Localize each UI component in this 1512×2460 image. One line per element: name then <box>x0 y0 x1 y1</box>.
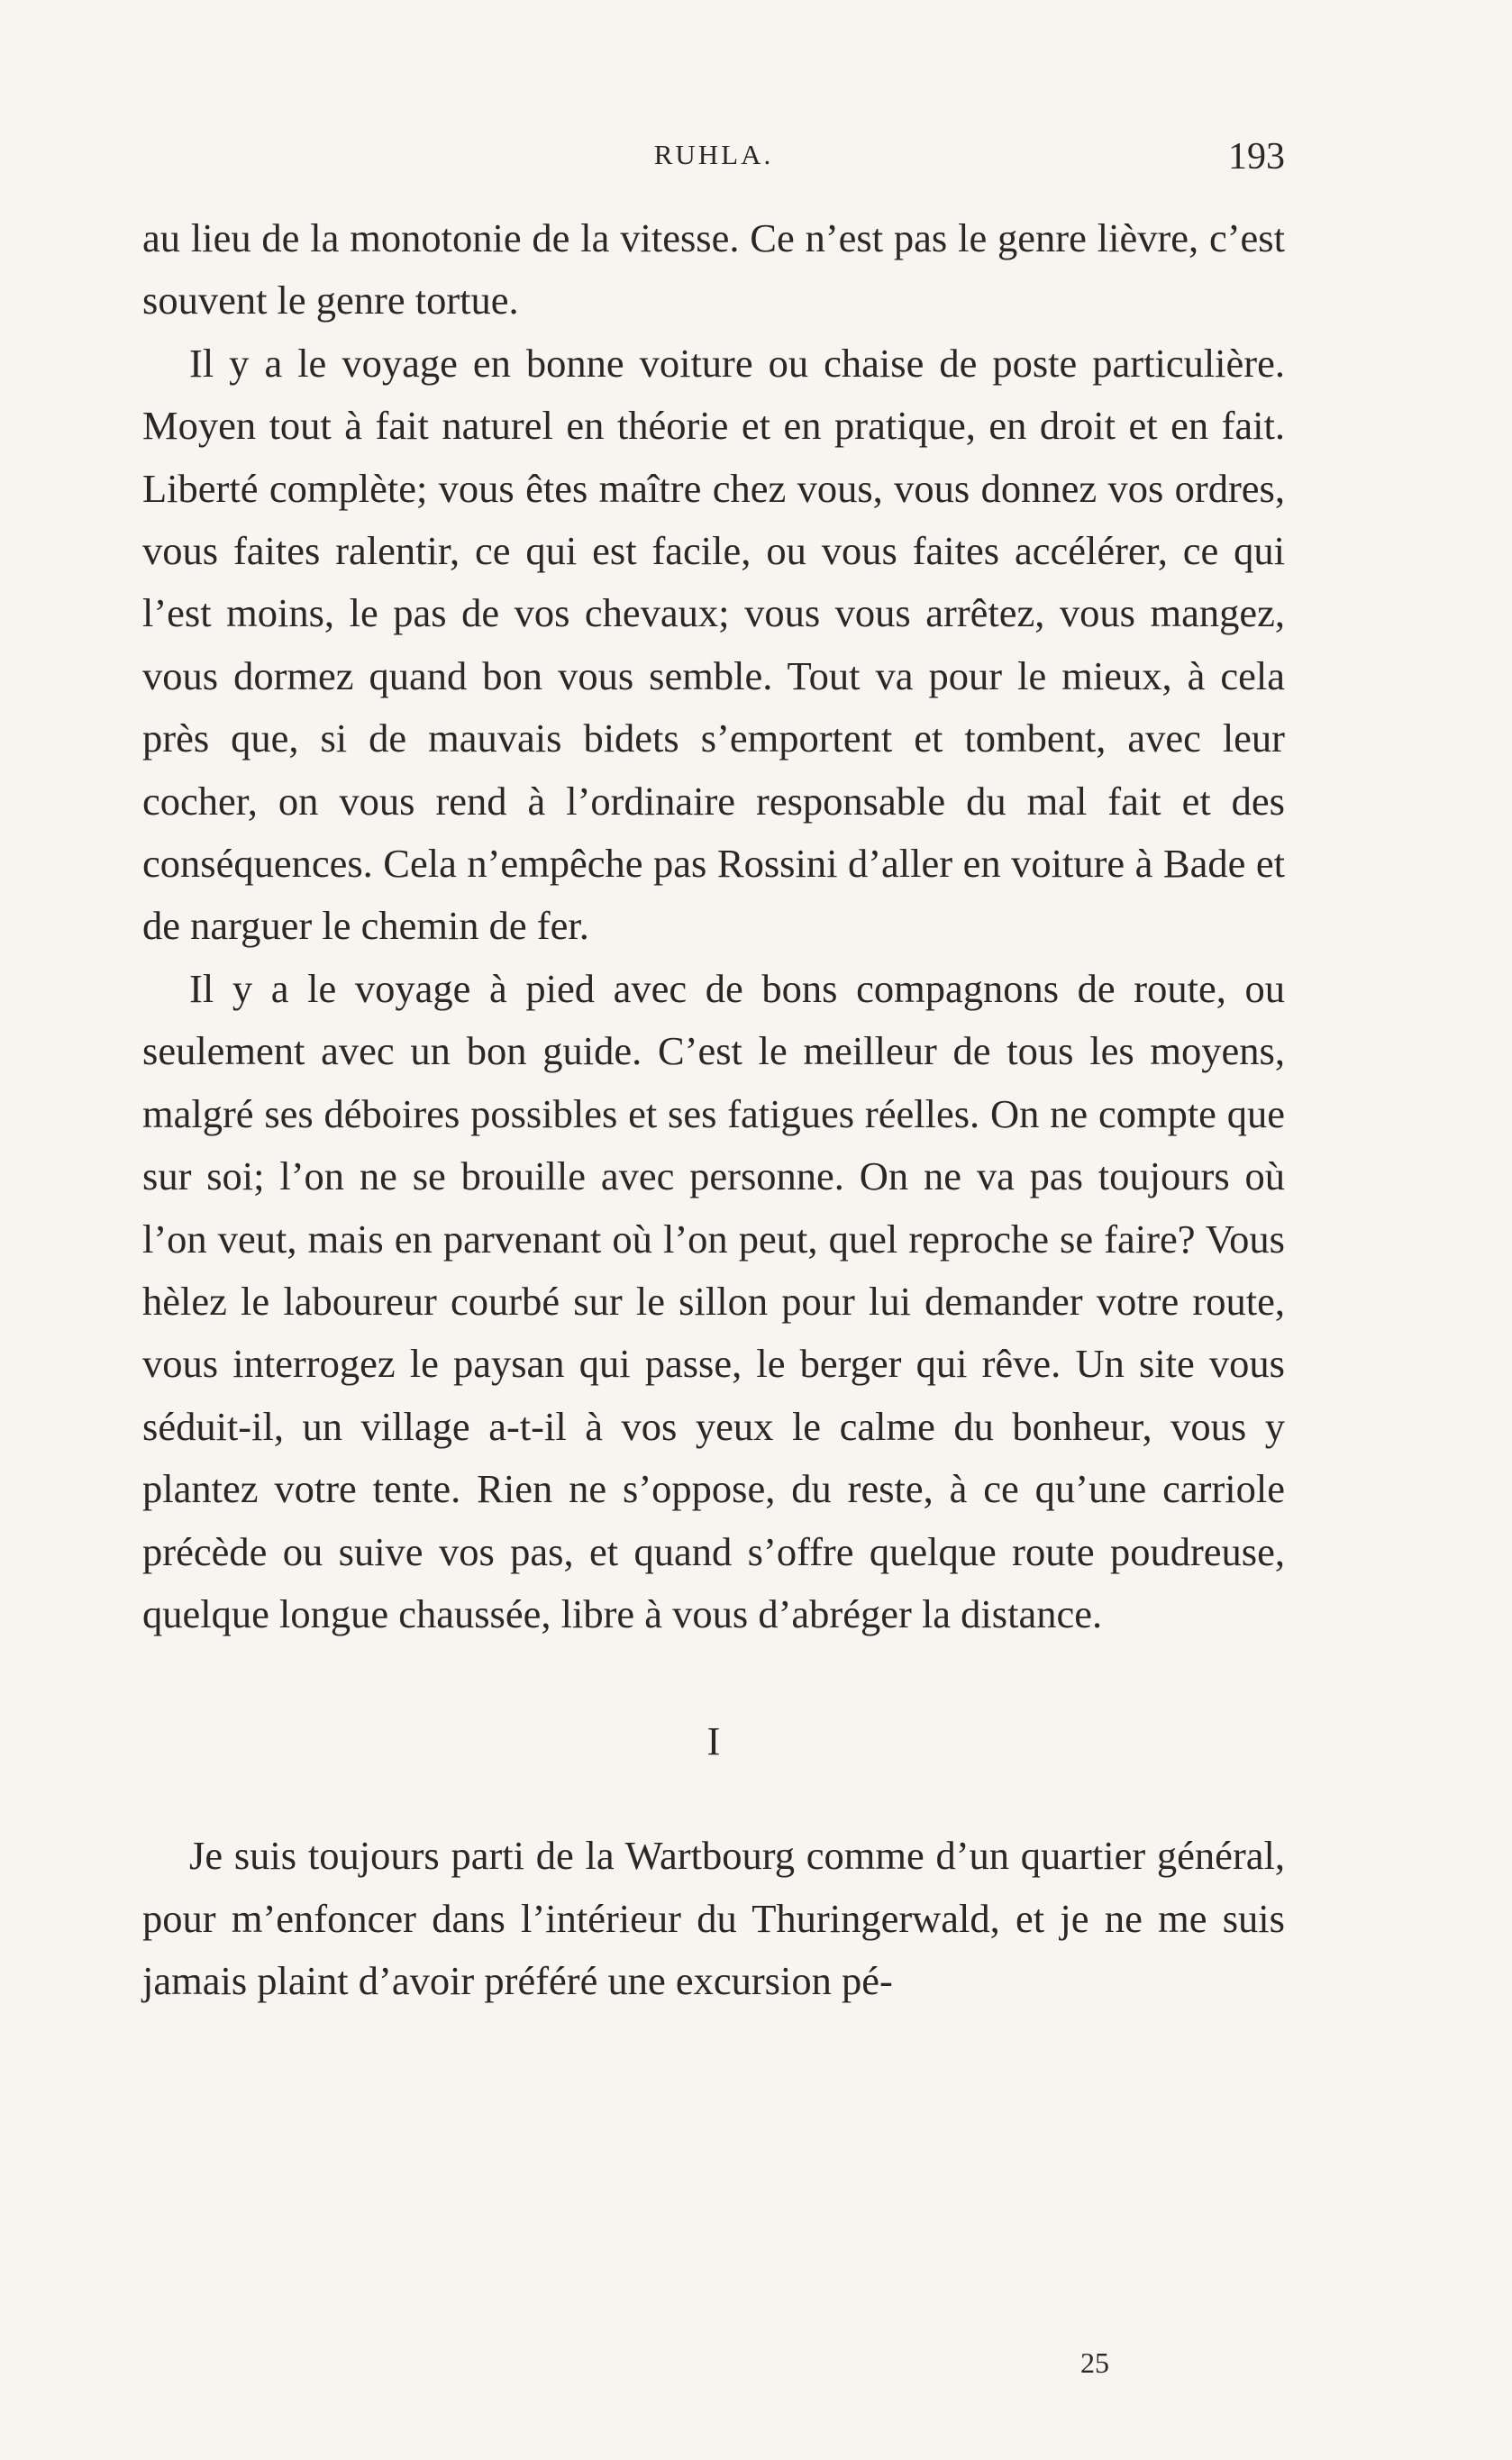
paragraph-continued: au lieu de la monotonie de la vitesse. Ce n’est pas le genre lièvre, c’est souvent le genre tortue. <box>142 215 1285 323</box>
paragraph-wartbourg: Je suis toujours parti de la Wartbourg comme d’un quartier général, pour m’enfoncer dans l’intérieur du Thuringerwald, et je ne me suis jamais plaint d’avoir préféré une excursion pé- <box>142 1833 1285 2004</box>
page-header <box>142 135 1285 189</box>
page-number: 193 <box>1228 136 1285 178</box>
section-numeral: I <box>706 1719 721 1764</box>
paragraph-voiture: Il y a le voyage en bonne voiture ou chaise de poste particulière. Moyen tout à fait naturel en théorie et en pratique, en droit et en fait. Liberté complète; vous êtes maître chez vous, vous donnez vos ordres, vous faites ralentir, ce qui est facile, ou vous faites accélérer, ce qui l’est moins, le pas de vos chevaux; vous vous arrêtez, vous mangez, vous dormez quand bon vous semble. Tout va pour le mieux, à cela près que, si de mauvais bidets s’emportent et tombent, avec leur cocher, on vous rend à l’ordinaire responsable du mal fait et des conséquences. Cela n’empêche pas Rossini d’aller en voiture à Bade et de narguer le chemin de fer. <box>142 340 1285 949</box>
running-title: RUHLA. <box>653 139 774 170</box>
body-text <box>142 207 1285 2013</box>
paragraph-a-pied: Il y a le voyage à pied avec de bons compagnons de route, ou seulement avec un bon guide. C’est le meilleur de tous les moyens, malgré ses déboires possibles et ses fatigues réelles. On ne compte que sur soi; l’on ne se brouille avec personne. On ne va pas toujours où l’on veut, mais en parvenant où l’on peut, quel reproche se faire? Vous hèlez le laboureur courbé sur le sillon pour lui demander votre route, vous interrogez le paysan qui passe, le berger qui rêve. Un site vous séduit-il, un village a-t-il à vos yeux le calme du bonheur, vous y plantez votre tente. Rien ne s’oppose, du reste, à ce qu’une carriole précède ou suive vos pas, et quand s’offre quelque route poudreuse, quelque longue chaussée, libre à vous d’abréger la distance. <box>142 965 1285 1636</box>
signature-mark: 25 <box>1080 2346 1109 2379</box>
